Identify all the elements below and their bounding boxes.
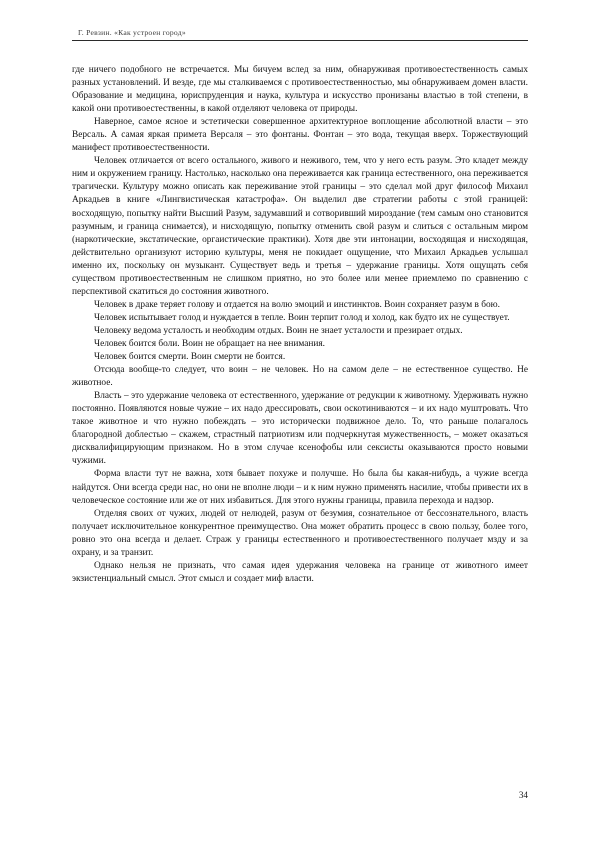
header-divider <box>72 40 528 41</box>
paragraph: Человек отличается от всего остального, живого и неживого, тем, что у него есть разум. Это кладет между ним и окружением границу. Настолько, насколько она переживается как граница естественного, она переживается трагически. Культуру можно описать как переживание этой границы – это сделал мой друг философ Михаил Аркадьев в книге «Лингвистическая катастрофа». Он выделил две стратегии работы с этой границей: восходящую, попытку найти Высший Разум, задумавший и сотворивший мироздание (тем самым оно становится разумным, и граница снимается), и нисходящую, попытку отменить свой разум и слиться с остальным миром (наркотические, экстатические, оргаистические практики). Хотя две эти интонации, восходящая и нисходящая, действительно организуют историю культуры, меня не покидает ощущение, что Михаил Аркадьев услышал именно их, поскольку он музыкант. Существует ведь и третья – удержание границы. Хотя ощущать себя существом противоестественным не слишком приятно, но это более или менее приемлемо по сравнению с перспективой скатиться до состояния животного. <box>72 156 528 297</box>
page-header <box>72 28 528 41</box>
paragraph: Человек в драке теряет голову и отдается на волю эмоций и инстинктов. Воин сохраняет разум в бою. <box>94 299 500 310</box>
paragraph: Отсюда вообще-то следует, что воин – не человек. Но на самом деле – не естественное существо. Не животное. <box>72 365 528 389</box>
paragraph: Власть – это удержание человека от естественного, удержание от редукции к животному. Удерживать нужно постоянно. Появляются новые чужие – их надо дрессировать, свои оскотиниваются – и их надо муштровать. Что такое животное и что нужно побеждать – это исторически подвижное дело. То, что раньше полагалось благородной доблестью – скажем, страстный патриотизм или подчеркнутая мужественность, – может оказаться дисквалифицирующим признаком. Но в этом случае ксенофобы или сексисты оказываются просто новыми чужими. <box>72 391 528 467</box>
page-number: 34 <box>518 790 528 800</box>
paragraph: Отделяя своих от чужих, людей от нелюдей, разум от безумия, сознательное от бессознательного, власть получает исключительное конкурентное преимущество. Она может обратить процесс в свою пользу, более того, ровно это она всегда и делает. Страж у границы естественного и противоестественного получает мзду и за охрану, и за транзит. <box>72 508 528 558</box>
paragraph: Человек испытывает голод и нуждается в тепле. Воин терпит голод и холод, как будто их не существует. <box>94 312 510 323</box>
paragraph: Человек боится боли. Воин не обращает на нее внимания. <box>94 338 326 349</box>
paragraph: Человек боится смерти. Воин смерти не боится. <box>94 352 286 363</box>
paragraph: Наверное, самое ясное и эстетически совершенное архитектурное воплощение абсолютной власти – это Версаль. А самая яркая примета Версаля – это фонтаны. Фонтан – это вода, текущая вверх. Торжествующий манифест противоестественности. <box>72 117 528 154</box>
body-text <box>72 64 528 586</box>
paragraph: где ничего подобного не встречается. Мы бичуем вслед за ним, обнаруживая противоестественность самых разных установлений. И везде, где мы сталкиваемся с противоестественностью, мы обнаруживаем домен власти. Образование и медицина, юриспруденция и наука, культура и искусство пронизаны властью в той степени, в какой они противоестественны, в какой отделяют человека от природы. <box>72 65 528 115</box>
paragraph: Однако нельзя не признать, что самая идея удержания человека на границе от животного имеет экзистенциальный смысл. Этот смысл и создает миф власти. <box>72 560 528 584</box>
running-head: Г. Ревзин. «Как устроен город» <box>78 28 186 37</box>
paragraph: Человеку ведома усталость и необходим отдых. Воин не знает усталости и презирает отдых. <box>94 325 463 336</box>
paragraph: Форма власти тут не важна, хотя бывает похуже и получше. Но была бы какая-нибудь, а чужие всегда найдутся. Они всегда среди нас, но они не вполне люди – и к ним нужно применять насилие, чтобы привести их в человеческое состояние или же от них избавиться. Для этого нужны границы, правила перехода и надзор. <box>72 469 528 506</box>
